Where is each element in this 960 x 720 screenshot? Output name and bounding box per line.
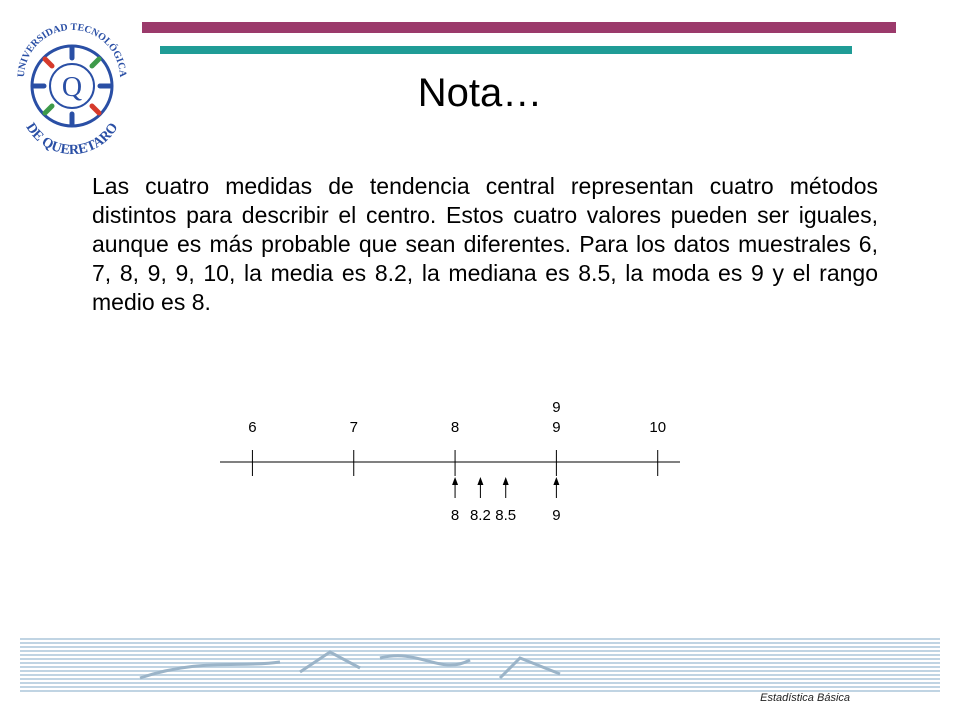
data-label: 9 bbox=[552, 399, 561, 416]
data-label: 6 bbox=[248, 419, 257, 436]
marker-arrow-head bbox=[553, 477, 559, 485]
marker-label: 9 bbox=[552, 507, 561, 524]
header-bar-top bbox=[142, 22, 896, 33]
header-bar-second bbox=[160, 46, 852, 54]
marker-label: 8 bbox=[450, 507, 460, 524]
number-line-figure bbox=[210, 390, 710, 540]
marker-arrow-head bbox=[503, 477, 509, 485]
footer-label: Estadística Básica bbox=[760, 692, 850, 704]
marker-label: 8.2 bbox=[469, 507, 491, 524]
logo-letter: Q bbox=[61, 72, 83, 103]
body-paragraph: Las cuatro medidas de tendencia central representan cuatro métodos distintos para describir el centro. Estos cuatro valores pueden ser iguales, aunque es más probable que sean diferentes. Para los datos muestrales 6, 7, 8, 9, 9, 10, la media es 8.2, la mediana es 8.5, la moda es 9 y el rango medio es 8. bbox=[92, 173, 878, 315]
logo-bottom-text: DE QUERETARO bbox=[22, 120, 122, 156]
data-label: 8 bbox=[450, 419, 460, 436]
data-label: 10 bbox=[649, 419, 667, 436]
data-label: 7 bbox=[349, 419, 358, 436]
footer-decoration bbox=[0, 638, 960, 694]
data-label: 9 bbox=[552, 419, 561, 436]
logo-top-text: UNIVERSIDAD TECNOLÓGICA bbox=[15, 21, 129, 78]
slide-title: Nota… bbox=[417, 71, 543, 115]
marker-label: 8.5 bbox=[495, 507, 517, 524]
marker-arrow-head bbox=[452, 477, 458, 485]
marker-arrow-head bbox=[477, 477, 483, 485]
